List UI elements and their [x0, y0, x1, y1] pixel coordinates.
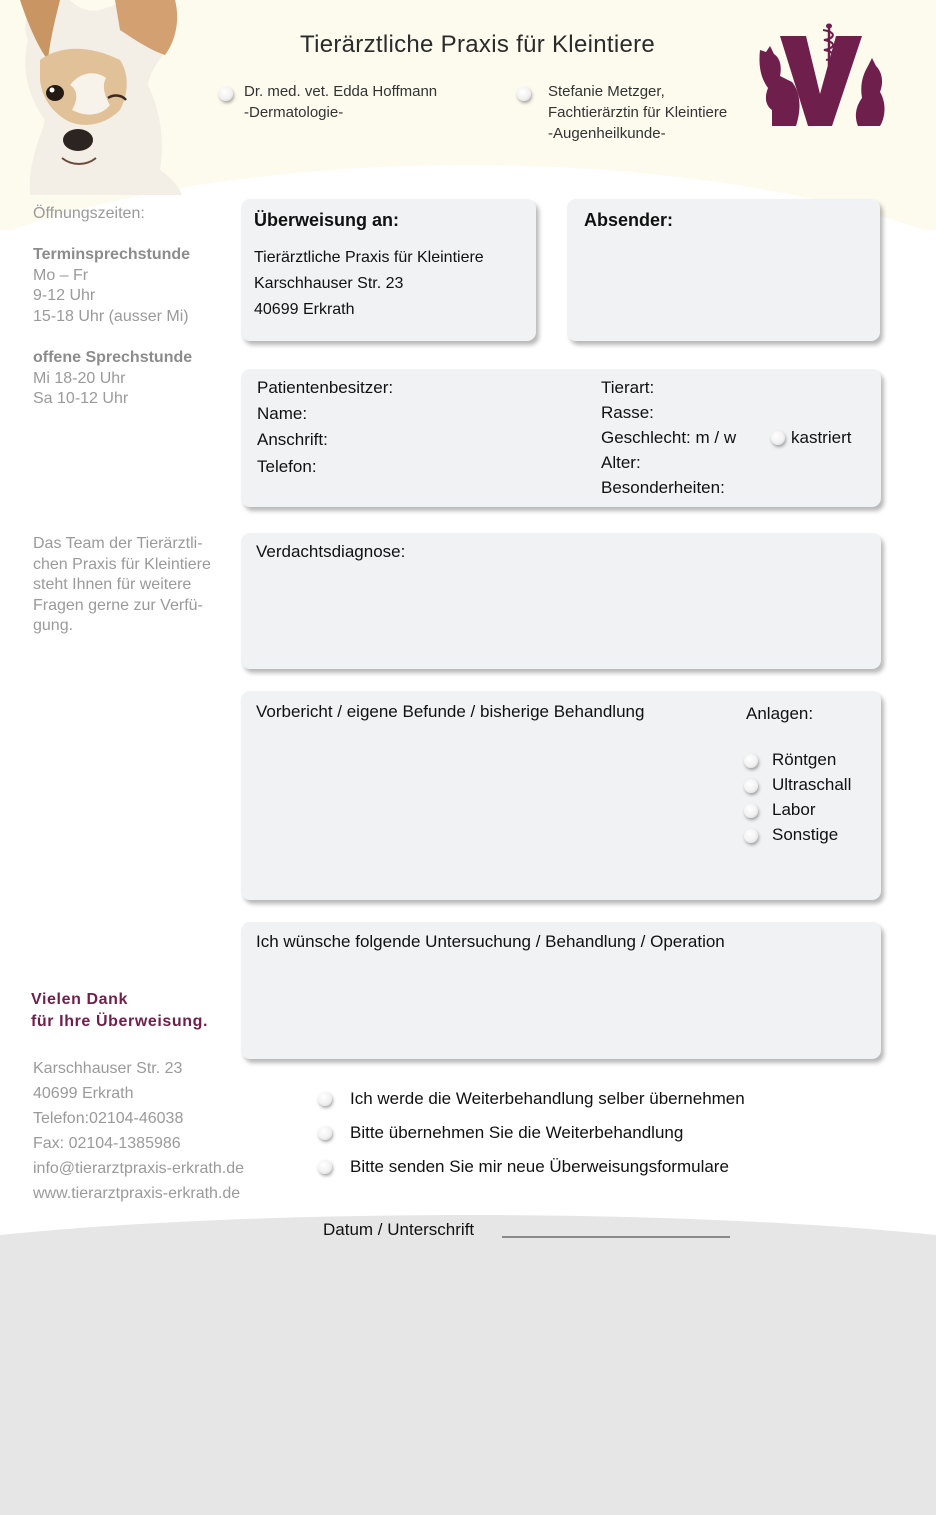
referral-box — [241, 199, 536, 341]
team-message-line: gung. — [33, 617, 74, 634]
special-notes-field[interactable]: Besonderheiten: — [601, 478, 725, 497]
thank-you-line: Vielen Dank — [31, 991, 129, 1008]
takeover-treatment-label: Bitte übernehmen Sie die Weiterbehandlung — [350, 1123, 684, 1142]
new-forms-checkbox[interactable] — [318, 1160, 332, 1174]
neutered-label: kastriert — [791, 428, 852, 447]
sender-box[interactable] — [567, 199, 880, 341]
vet-2-specialty: -Augenheilkunde- — [548, 125, 666, 142]
phone-field[interactable]: Telefon: — [257, 457, 317, 476]
vet-2-title: Fachtierärztin für Kleintiere — [548, 104, 728, 121]
appointment-hours-title: Terminsprechstunde — [33, 246, 191, 263]
history-box[interactable] — [241, 691, 881, 900]
contact-info — [33, 1056, 244, 1206]
age-field[interactable]: Alter: — [601, 453, 641, 472]
diagnosis-box[interactable] — [241, 533, 881, 669]
address-field[interactable]: Anschrift: — [257, 430, 328, 449]
takeover-treatment-checkbox[interactable] — [318, 1126, 332, 1140]
vet-2-name: Stefanie Metzger, — [548, 83, 665, 100]
footer-wave — [0, 1215, 936, 1515]
signature-label: Datum / Unterschrift — [323, 1220, 475, 1239]
dog-photo — [0, 0, 200, 195]
owner-label: Patientenbesitzer: — [257, 378, 394, 397]
name-field[interactable]: Name: — [257, 404, 308, 423]
page-title: Tierärztliche Praxis für Kleintiere — [300, 31, 656, 58]
opening-hours-title: Öffnungszeiten: — [33, 205, 145, 222]
diagnosis-label: Verdachtsdiagnose: — [256, 542, 406, 561]
ultrasound-label: Ultraschall — [772, 775, 852, 794]
neutered-checkbox[interactable] — [771, 431, 785, 445]
contact-phone: Telefon:02104-46038 — [33, 1110, 184, 1127]
appointment-hours — [33, 245, 190, 327]
referral-title: Überweisung an: — [254, 210, 400, 230]
attachments-title: Anlagen: — [746, 704, 814, 723]
ultrasound-checkbox[interactable] — [744, 779, 758, 793]
contact-street: Karschhauser Str. 23 — [33, 1060, 183, 1077]
open-hours — [33, 348, 192, 410]
lab-label: Labor — [772, 800, 816, 819]
open-hours-title: offene Sprechstunde — [33, 349, 193, 366]
self-treatment-label: Ich werde die Weiterbehandlung selber übernehmen — [350, 1089, 745, 1108]
referral-address-line: 40699 Erkrath — [254, 301, 355, 318]
team-message-line: Fragen gerne zur Verfü- — [33, 596, 203, 614]
vet-1-name: Dr. med. vet. Edda Hoffmann — [244, 83, 438, 100]
contact-fax: Fax: 02104-1385986 — [33, 1135, 181, 1152]
xray-label: Röntgen — [772, 750, 837, 769]
signature-line[interactable] — [502, 1236, 730, 1238]
request-label: Ich wünsche folgende Untersuchung / Behandlung / Operation — [256, 932, 725, 951]
referral-address-line: Tierärztliche Praxis für Kleintiere — [254, 249, 484, 266]
patient-box — [241, 369, 881, 507]
sex-field[interactable]: Geschlecht: m / w — [601, 428, 737, 447]
thank-you-note — [31, 989, 208, 1033]
species-field[interactable]: Tierart: — [601, 378, 655, 397]
other-label: Sonstige — [772, 825, 839, 844]
bullet-icon — [517, 87, 531, 101]
appointment-hours-line: 15-18 Uhr (ausser Mi) — [33, 307, 189, 325]
breed-field[interactable]: Rasse: — [601, 403, 654, 422]
vet-1-specialty: -Dermatologie- — [244, 104, 344, 121]
open-hours-line: Mi 18-20 Uhr — [33, 369, 126, 387]
request-box[interactable] — [241, 922, 881, 1059]
team-message-line: Das Team der Tierärztli- — [33, 535, 203, 552]
appointment-hours-line: Mo – Fr — [33, 266, 89, 284]
new-forms-label: Bitte senden Sie mir neue Überweisungsformulare — [350, 1157, 729, 1176]
team-message — [33, 534, 211, 637]
thank-you-line: für Ihre Überweisung. — [31, 1013, 209, 1030]
contact-website[interactable]: www.tierarztpraxis-erkrath.de — [33, 1185, 241, 1202]
team-message-line: chen Praxis für Kleintiere — [33, 555, 211, 573]
open-hours-line: Sa 10-12 Uhr — [33, 390, 129, 407]
lab-checkbox[interactable] — [744, 804, 758, 818]
vet-2-info — [548, 81, 727, 144]
self-treatment-checkbox[interactable] — [318, 1092, 332, 1106]
bullet-icon — [219, 87, 233, 101]
sender-title: Absender: — [584, 210, 674, 230]
referral-address — [254, 245, 484, 323]
appointment-hours-line: 9-12 Uhr — [33, 287, 96, 304]
contact-email[interactable]: info@tierarztpraxis-erkrath.de — [33, 1160, 244, 1177]
team-message-line: steht Ihnen für weitere — [33, 576, 192, 593]
history-label: Vorbericht / eigene Befunde / bisherige Behandlung — [256, 702, 645, 721]
contact-city: 40699 Erkrath — [33, 1085, 134, 1102]
referral-address-line: Karschhauser Str. 23 — [254, 275, 404, 292]
xray-checkbox[interactable] — [744, 754, 758, 768]
practice-logo — [750, 22, 890, 132]
vet-1-info — [244, 81, 437, 123]
other-checkbox[interactable] — [744, 829, 758, 843]
